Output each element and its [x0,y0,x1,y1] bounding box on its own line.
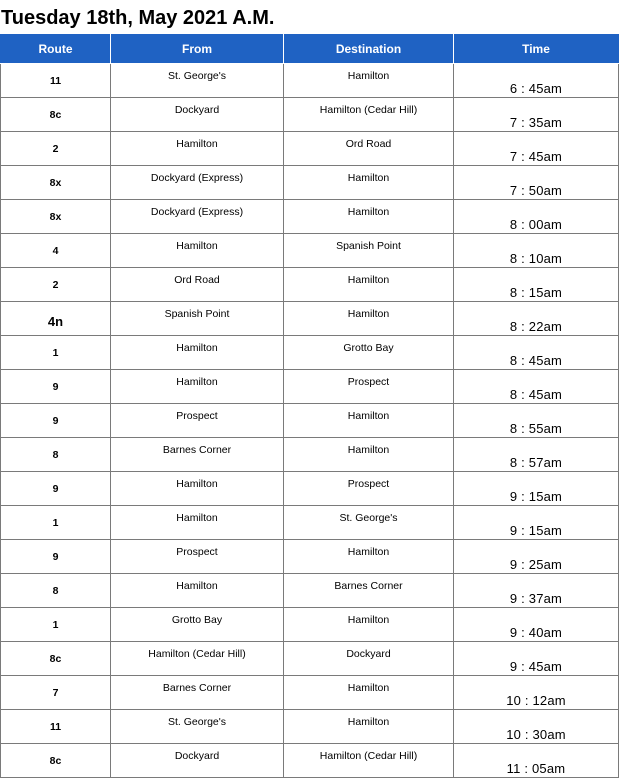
destination-cell: Spanish Point [284,234,454,268]
route-cell: 1 [1,608,111,642]
route-cell: 11 [1,64,111,98]
from-cell: Hamilton [111,506,284,540]
route-cell: 9 [1,370,111,404]
table-row [1,370,619,404]
route-cell: 8 [1,574,111,608]
route-cell: 8x [1,200,111,234]
table-row [1,302,619,336]
time-cell: 9 : 15am [454,506,619,540]
time-cell: 8 : 15am [454,268,619,302]
column-header-from: From [111,35,284,64]
table-row [1,540,619,574]
time-cell: 9 : 37am [454,574,619,608]
route-cell: 2 [1,132,111,166]
destination-cell: Ord Road [284,132,454,166]
destination-cell: Prospect [284,472,454,506]
from-cell: Dockyard [111,98,284,132]
time-cell: 8 : 00am [454,200,619,234]
destination-cell: Hamilton [284,540,454,574]
destination-cell: Hamilton [284,438,454,472]
table-row [1,642,619,676]
destination-cell: Hamilton (Cedar Hill) [284,98,454,132]
table-row [1,64,619,98]
destination-cell: Hamilton [284,302,454,336]
destination-cell: Barnes Corner [284,574,454,608]
from-cell: Hamilton [111,132,284,166]
from-cell: St. George's [111,64,284,98]
destination-cell: Hamilton [284,268,454,302]
time-cell: 8 : 57am [454,438,619,472]
table-row [1,200,619,234]
from-cell: Grotto Bay [111,608,284,642]
destination-cell: Dockyard [284,642,454,676]
route-cell: 8c [1,98,111,132]
table-row [1,438,619,472]
column-header-route: Route [1,35,111,64]
table-row [1,608,619,642]
time-cell: 10 : 30am [454,710,619,744]
destination-cell: Prospect [284,370,454,404]
route-cell: 2 [1,268,111,302]
route-cell: 9 [1,404,111,438]
table-row [1,676,619,710]
destination-cell: Hamilton [284,404,454,438]
from-cell: Hamilton [111,370,284,404]
destination-cell: Grotto Bay [284,336,454,370]
route-cell: 8x [1,166,111,200]
table-header-row [1,35,619,64]
table-row [1,710,619,744]
table-row [1,506,619,540]
time-cell: 8 : 45am [454,336,619,370]
time-cell: 10 : 12am [454,676,619,710]
route-cell: 7 [1,676,111,710]
from-cell: Barnes Corner [111,676,284,710]
table-row [1,98,619,132]
from-cell: Hamilton [111,336,284,370]
from-cell: Prospect [111,540,284,574]
table-row [1,404,619,438]
from-cell: Hamilton [111,472,284,506]
time-cell: 7 : 50am [454,166,619,200]
table-row [1,234,619,268]
from-cell: Dockyard [111,744,284,778]
column-header-time: Time [454,35,619,64]
from-cell: Hamilton [111,234,284,268]
table-row [1,744,619,778]
from-cell: Barnes Corner [111,438,284,472]
from-cell: Dockyard (Express) [111,200,284,234]
from-cell: St. George's [111,710,284,744]
destination-cell: Hamilton [284,200,454,234]
time-cell: 7 : 45am [454,132,619,166]
route-cell: 1 [1,336,111,370]
time-cell: 9 : 15am [454,472,619,506]
route-cell: 8 [1,438,111,472]
route-cell: 1 [1,506,111,540]
route-cell: 4n [1,302,111,336]
time-cell: 8 : 10am [454,234,619,268]
table-row [1,132,619,166]
time-cell: 8 : 55am [454,404,619,438]
route-cell: 9 [1,472,111,506]
route-cell: 8c [1,744,111,778]
time-cell: 8 : 22am [454,302,619,336]
time-cell: 6 : 45am [454,64,619,98]
table-row [1,574,619,608]
time-cell: 9 : 40am [454,608,619,642]
destination-cell: Hamilton [284,710,454,744]
time-cell: 9 : 25am [454,540,619,574]
route-cell: 9 [1,540,111,574]
from-cell: Dockyard (Express) [111,166,284,200]
table-row [1,336,619,370]
bus-schedule-table [0,34,619,778]
time-cell: 7 : 35am [454,98,619,132]
destination-cell: Hamilton [284,676,454,710]
from-cell: Hamilton [111,574,284,608]
destination-cell: Hamilton [284,64,454,98]
destination-cell: Hamilton [284,608,454,642]
destination-cell: Hamilton [284,166,454,200]
route-cell: 8c [1,642,111,676]
table-row [1,268,619,302]
route-cell: 4 [1,234,111,268]
table-row [1,166,619,200]
time-cell: 9 : 45am [454,642,619,676]
from-cell: Hamilton (Cedar Hill) [111,642,284,676]
schedule-body [1,64,619,778]
from-cell: Prospect [111,404,284,438]
page-title: Tuesday 18th, May 2021 A.M. [1,7,275,29]
destination-cell: St. George's [284,506,454,540]
column-header-destination: Destination [284,35,454,64]
time-cell: 11 : 05am [454,744,619,778]
table-row [1,472,619,506]
from-cell: Spanish Point [111,302,284,336]
time-cell: 8 : 45am [454,370,619,404]
route-cell: 11 [1,710,111,744]
from-cell: Ord Road [111,268,284,302]
destination-cell: Hamilton (Cedar Hill) [284,744,454,778]
